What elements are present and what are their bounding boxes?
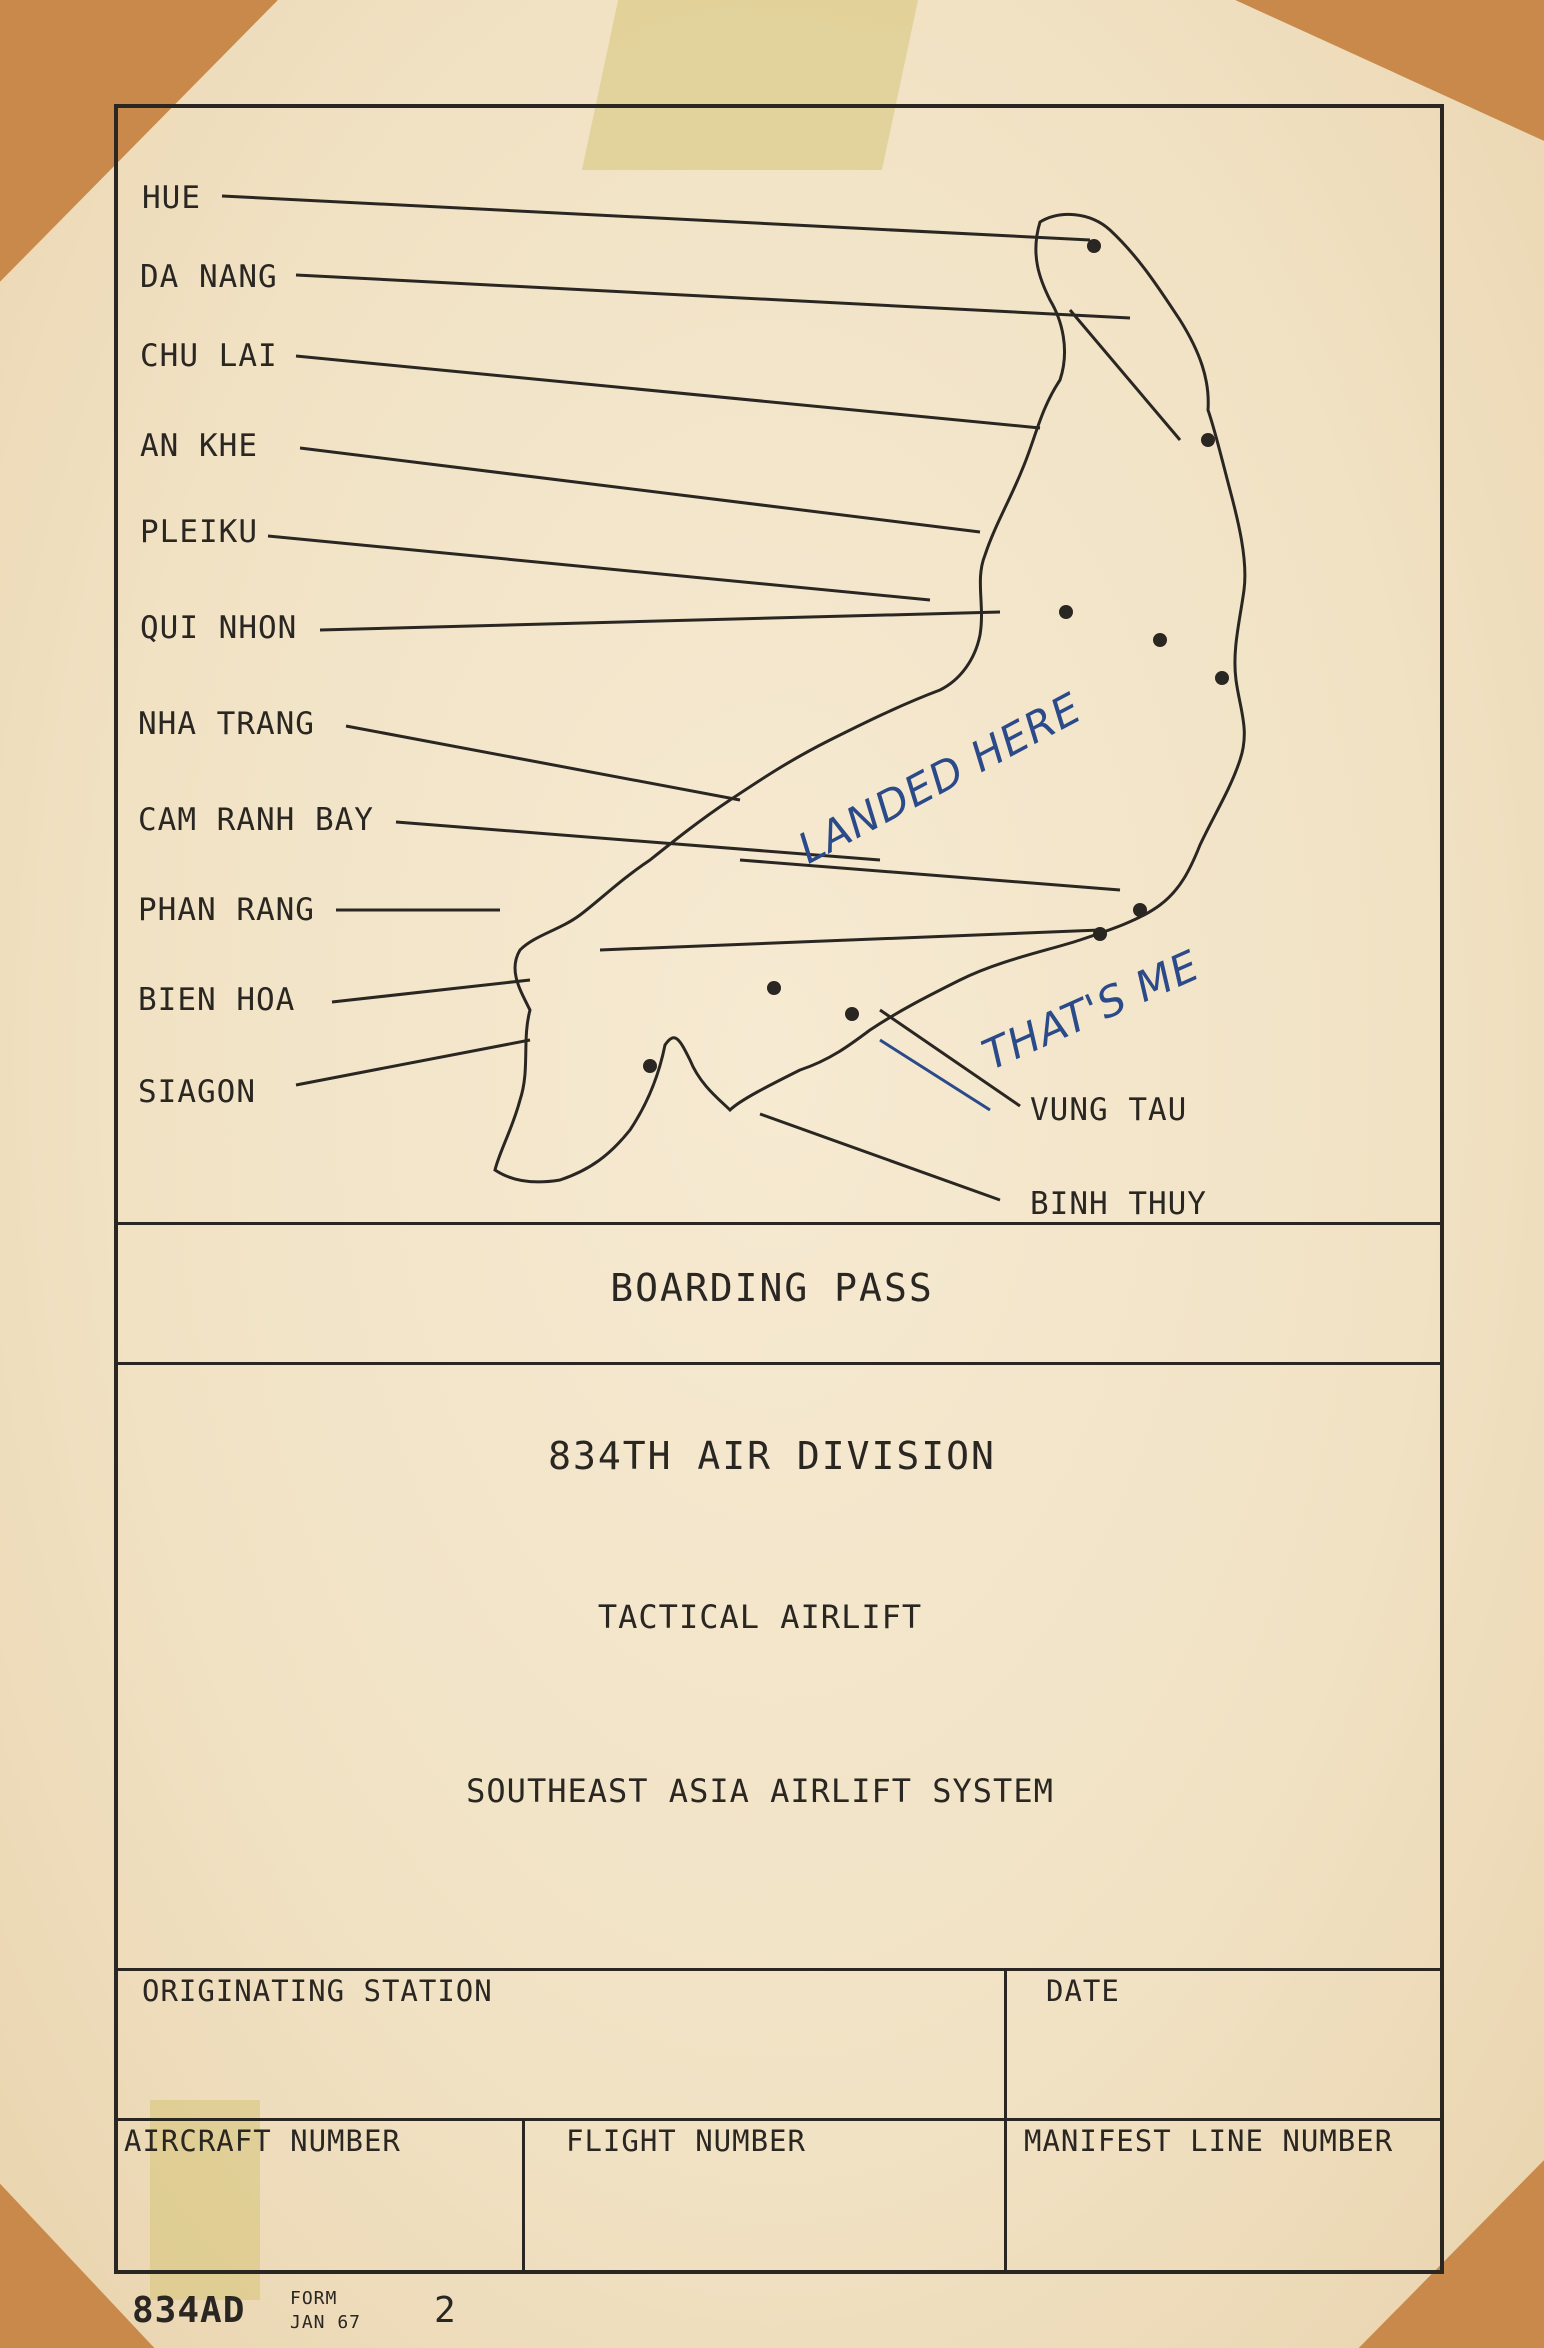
handwritten-landed-here: LANDED HERE [790, 683, 1090, 874]
handwritten-thats-me: THAT'S ME [975, 940, 1207, 1080]
city-label-bien-hoa: BIEN HOA [138, 982, 296, 1018]
city-label-qui-nhon: QUI NHON [140, 610, 298, 646]
city-label-saigon: SIAGON [138, 1074, 256, 1110]
coastline-outline [495, 214, 1245, 1182]
flight-number-label: FLIGHT NUMBER [566, 2124, 806, 2158]
aircraft-number-label: AIRCRAFT NUMBER [124, 2124, 401, 2158]
form-label: FORM [290, 2288, 338, 2309]
service-title: TACTICAL AIRLIFT [597, 1598, 923, 1636]
manifest-line-number-label: MANIFEST LINE NUMBER [1024, 2124, 1394, 2158]
form-copy-number: 2 [434, 2290, 457, 2331]
divider-date [1004, 1968, 1007, 2274]
division-title: 834TH AIR DIVISION [548, 1434, 996, 1478]
city-dot-an-khe [1153, 633, 1167, 647]
city-label-cam-ranh-bay: CAM RANH BAY [138, 802, 374, 838]
system-title: SOUTHEAST ASIA AIRLIFT SYSTEM [466, 1772, 1054, 1810]
city-dot-delta [643, 1059, 657, 1073]
divider-fields-top [114, 1968, 1444, 1971]
city-dot-phan-rang [1093, 927, 1107, 941]
city-dot-hue [1087, 239, 1101, 253]
city-label-hue: HUE [142, 180, 201, 216]
city-label-vung-tau: VUNG TAU [1030, 1092, 1188, 1128]
city-dot-qui-nhon [1215, 671, 1229, 685]
city-dot-da-nang [1201, 433, 1215, 447]
form-date: JAN 67 [290, 2312, 362, 2333]
city-dot-chu-lai [1059, 605, 1073, 619]
city-dot-nha-trang [1133, 903, 1147, 917]
originating-station-label: ORIGINATING STATION [142, 1974, 493, 2008]
city-label-an-khe: AN KHE [140, 428, 258, 464]
city-label-phan-rang: PHAN RANG [138, 892, 315, 928]
city-label-nha-trang: NHA TRANG [138, 706, 315, 742]
divider-title [114, 1362, 1444, 1365]
divider-flight [522, 2118, 525, 2274]
city-label-binh-thuy: BINH THUY [1030, 1186, 1207, 1222]
city-label-chu-lai: CHU LAI [140, 338, 278, 374]
city-dot-saigon [845, 1007, 859, 1021]
city-label-da-nang: DA NANG [140, 259, 278, 295]
city-dot-bien-hoa [767, 981, 781, 995]
date-label: DATE [1046, 1974, 1120, 2008]
boarding-pass-title: BOARDING PASS [610, 1266, 934, 1310]
city-label-pleiku: PLEIKU [140, 514, 258, 550]
form-id: 834AD [132, 2290, 246, 2331]
divider-fields-mid [114, 2118, 1444, 2121]
